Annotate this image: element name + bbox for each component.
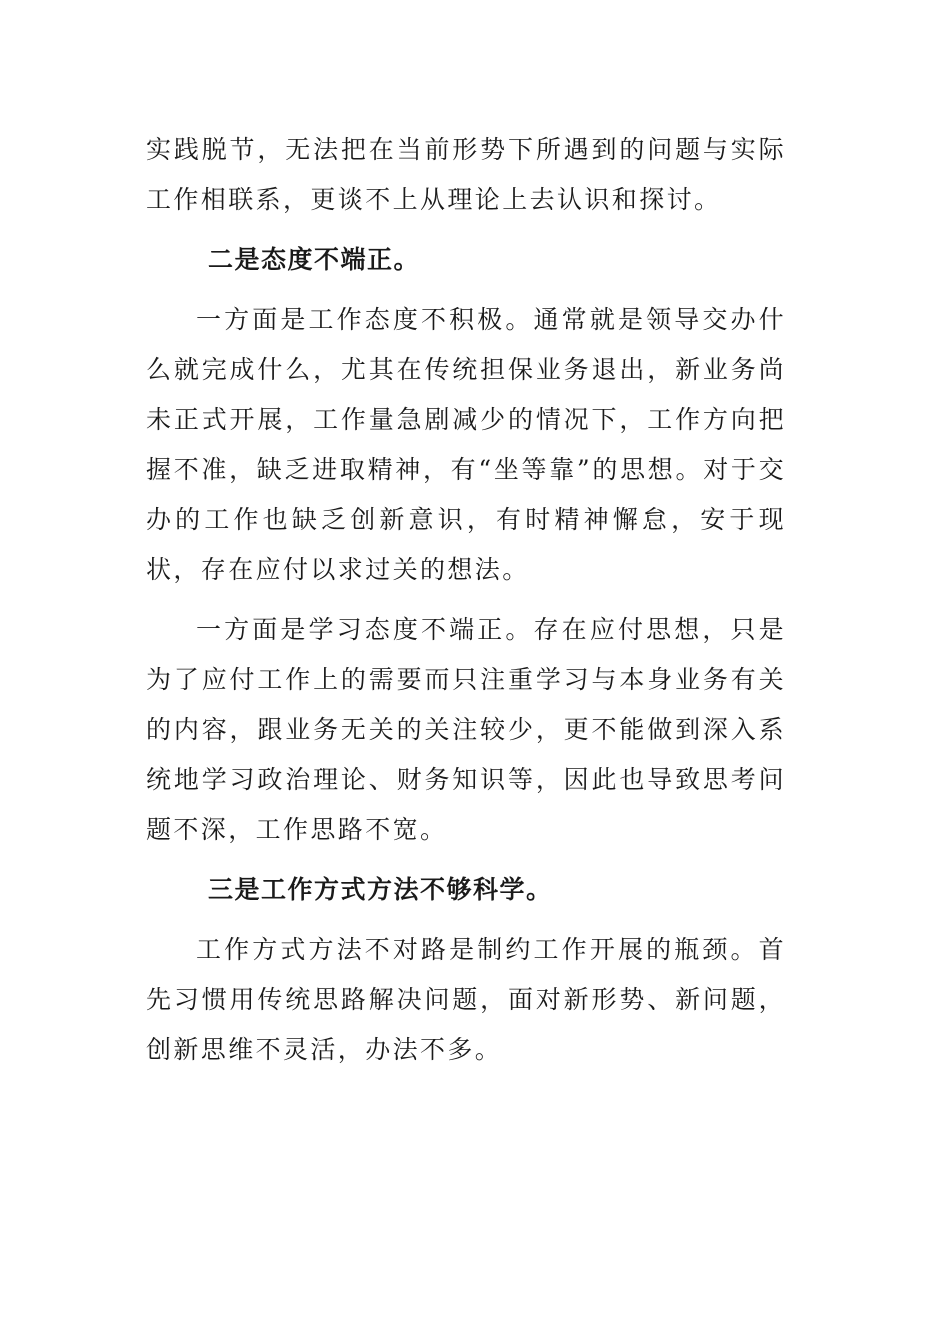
paragraph-methods: 工作方式方法不对路是制约工作开展的瓶颈。首先习惯用传统思路解决问题，面对新形势、新问题，创新思维不灵活，办法不多。 [146, 935, 786, 1064]
document-body [146, 125, 786, 1085]
paragraph-study-attitude: 一方面是学习态度不端正。存在应付思想，只是为了应付工作上的需要而只注重学习与本身业务有关的内容，跟业务无关的关注较少，更不能做到深入系统地学习政治理论、财务知识等，因此也导致思考问题不深，工作思路不宽。 [146, 615, 786, 844]
paragraph-continuation: 实践脱节，无法把在当前形势下所遇到的问题与实际工作相联系，更谈不上从理论上去认识和探讨。 [146, 135, 786, 214]
section-heading-attitude: 二是态度不端正。 [208, 245, 421, 274]
section-heading-methods: 三是工作方式方法不够科学。 [208, 875, 553, 904]
paragraph-work-attitude: 一方面是工作态度不积极。通常就是领导交办什么就完成什么，尤其在传统担保业务退出，新业务尚未正式开展，工作量急剧减少的情况下，工作方向把握不准，缺乏进取精神，有“坐等靠”的思想。对于交办的工作也缺乏创新意识，有时精神懈怠，安于现状，存在应付以求过关的想法。 [146, 305, 786, 584]
